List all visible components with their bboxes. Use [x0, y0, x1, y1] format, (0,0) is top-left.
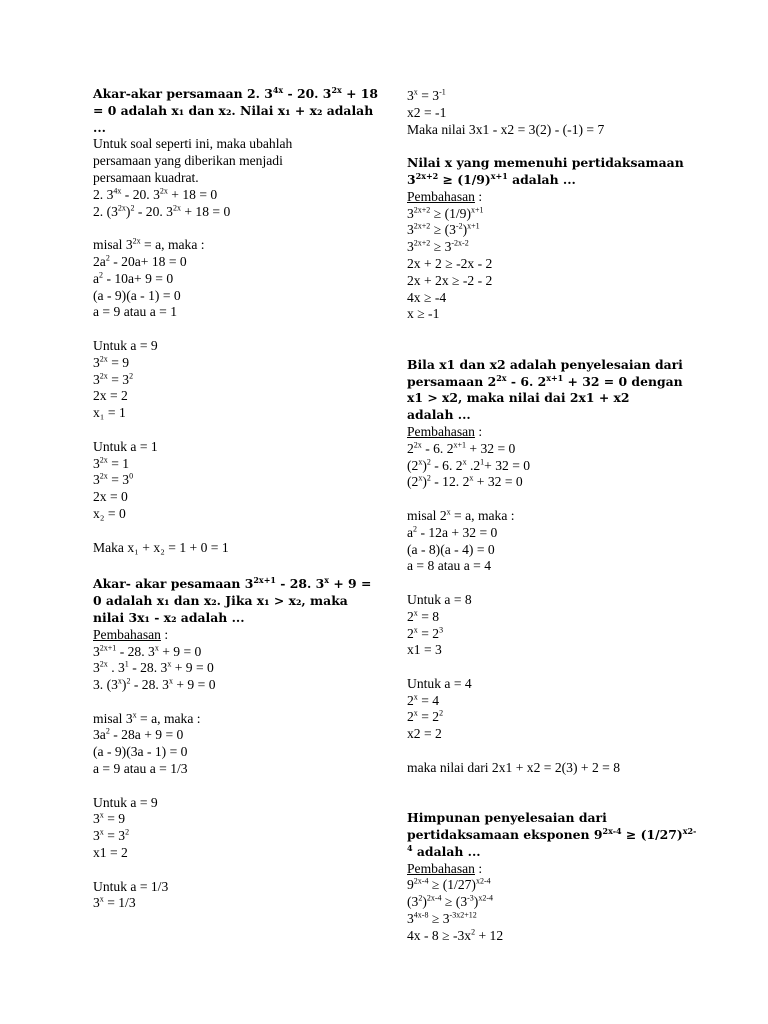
math-line: $2^x = 8$ [407, 608, 440, 624]
math-line: maka nilai dari 2x1 + x2 = 2(3) + 2 = 8 [407, 759, 621, 775]
math-line: (a - 8)(a - 4) = 0 [407, 541, 495, 557]
math-line: $3^x = 9$ [93, 810, 126, 827]
math-line: $3^{2x+2} \ge (3^{-2})^{x+1}$ [407, 221, 480, 238]
spacer [93, 556, 373, 576]
spacer [407, 659, 707, 676]
spacer [407, 138, 707, 155]
math-line: Maka x₁ + x₂ = 1 + 0 = 1 [93, 539, 229, 555]
problem-heading: Nilai x yang memenuhi pertidaksamaan [407, 155, 684, 171]
math-line: $a^2 - 12a + 32 = 0$ [407, 524, 498, 540]
math-line: Untuk a = 1 [93, 438, 158, 454]
math-line: 2. $(3^{2x})^2 - 20$. $3^{2x} + 18 = 0$ [93, 203, 231, 219]
math-line: Untuk a = 1/3 [93, 878, 169, 894]
spacer [93, 220, 373, 237]
math-line: Untuk a = 9 [93, 337, 158, 353]
math-line: $3^x = 3^2$ [93, 827, 130, 844]
problem-heading: Akar-akar persamaan 2. $3^{4x} - 20$. $3^{2x} + 18$ [93, 84, 379, 101]
problem-heading: 0 adalah x₁ dan x₂. Jika x₁ > x₂, maka [93, 593, 348, 609]
math-line: 2x + 2 ≥ -2x - 2 [407, 255, 493, 271]
math-line: misal $3^{2x} = a$, maka : [93, 236, 205, 253]
math-line: $3^{2x} = 3^0$ [93, 471, 134, 488]
spacer [407, 777, 707, 794]
math-line: 2x = 2 [93, 388, 128, 404]
math-line: $4x - 8 \ge -3x^2 + 12$ [407, 927, 504, 943]
math-line: $3^x = 3^{-1}$ [407, 87, 446, 103]
math-line: Untuk a = 8 [407, 591, 472, 607]
math-line: x1 = 3 [407, 642, 442, 658]
spacer [407, 491, 707, 508]
problem-heading: persamaan $2^{2x} - 6$. $2^{x+1} + 32 = 0$ dengan [407, 372, 683, 389]
spacer [407, 340, 707, 357]
problem-heading: Himpunan penyelesaian dari [407, 810, 607, 826]
problem-heading: pertidaksamaan eksponen $9^{2x-4} \ge (1/27)^{x2-}$ [407, 825, 697, 843]
math-line: $3^{2x}$ . $3^1 - 28$. $3^x + 9 = 0$ [93, 659, 214, 676]
spacer [407, 323, 707, 340]
math-line: $(3^2)^{2x-4} \ge (3^{-3})^{x2-4}$ [407, 893, 493, 910]
left-column [93, 84, 379, 912]
math-line: 2x + 2x ≥ -2 - 2 [407, 272, 493, 288]
pembahasan-label: Pembahasan : [93, 626, 169, 642]
spacer [407, 575, 707, 592]
math-line: $3^{2x+1} - 28$. $3^x + 9 = 0$ [93, 642, 202, 659]
math-line: Maka nilai 3x1 - x2 = 3(2) - (-1) = 7 [407, 121, 605, 137]
problem-heading: = 0 adalah x₁ dan x₂. Nilai x₁ + x₂ adalah [93, 102, 374, 118]
math-line: a = 9 atau a = 1 [93, 304, 178, 320]
math-line: a = 8 atau a = 4 [407, 558, 492, 574]
math-line: misal $3^x = a$, maka : [93, 710, 201, 726]
math-line: 4x ≥ -4 [407, 289, 447, 305]
problem-heading: $^4$ adalah ... [407, 842, 481, 859]
math-line: $9^{2x-4} \ge (1/27)^{x2-4}$ [407, 876, 491, 893]
math-line: $3^{2x+2} \ge 3^{-2x-2}$ [407, 238, 469, 255]
math-line: $2^{2x} - 6$. $2^{x+1} + 32 = 0$ [407, 440, 516, 456]
math-line: x ≥ -1 [407, 306, 440, 322]
math-line: $a^2 - 10a+ 9 = 0$ [93, 270, 174, 286]
math-line: x2 = -1 [407, 104, 447, 120]
math-line: $3^{2x} = 9$ [93, 354, 130, 370]
math-line: $(2^x)^2 - 12$. $2^x + 32 = 0$ [407, 473, 523, 490]
spacer [407, 743, 707, 760]
math-line: $3^{2x} = 1$ [93, 455, 130, 471]
math-line: $2a^2 - 20a+ 18 = 0$ [93, 253, 187, 269]
math-line: (a - 9)(a - 1) = 0 [93, 287, 181, 303]
math-line: x1 = 2 [93, 845, 128, 861]
math-line: a = 9 atau a = 1/3 [93, 761, 188, 777]
math-line: x₁ = 1 [93, 405, 126, 421]
right-column [407, 88, 707, 945]
problem-heading: x1 > x2, maka nilai dai 2x1 + x2 [407, 390, 630, 406]
math-line: misal $2^x = a$, maka : [407, 507, 515, 523]
math-line: $3a^2 - 28a + 9 = 0$ [93, 726, 184, 743]
pembahasan-label: Pembahasan : [407, 860, 483, 876]
problem-heading: nilai 3x₁ - x₂ adalah ... [93, 609, 245, 625]
math-line: $3^{2x+2} \ge (1/9)^{x+1}$ [407, 205, 484, 221]
math-line: $3^{4x-8} \ge 3^{-3x2+12}$ [407, 910, 477, 927]
math-line: $2^x = 4$ [407, 692, 440, 708]
math-line: $(2^x)^2 - 6$. 2$^x$ $.2^1+ 32 = 0$ [407, 457, 531, 473]
math-line: Untuk a = 4 [407, 675, 472, 691]
pembahasan-label: Pembahasan : [407, 188, 483, 204]
math-line: persamaan yang diberikan menjadi [93, 153, 283, 169]
spacer [93, 694, 373, 711]
math-line: 2. $3^{4x} - 20$. $3^{2x} + 18 = 0$ [93, 186, 218, 202]
math-line: (a - 9)(3a - 1) = 0 [93, 744, 188, 760]
spacer [93, 523, 373, 540]
math-line: 2x = 0 [93, 489, 128, 505]
problem-heading: adalah ... [407, 407, 471, 423]
math-line: $3^x = 1/3$ [93, 894, 136, 911]
pembahasan-label: Pembahasan : [407, 423, 483, 439]
problem-heading: $3^{2x+2} \ge (1/9)^{x+1}$ adalah ... [407, 170, 576, 187]
spacer [93, 422, 373, 439]
spacer [93, 862, 373, 879]
math-line: $3^{2x} = 3^2$ [93, 371, 134, 387]
math-line: x2 = 2 [407, 726, 442, 742]
problem-heading: Bila x1 dan x2 adalah penyelesaian dari [407, 356, 683, 372]
math-line: $2^x = 2^3$ [407, 624, 444, 641]
math-line: persamaan kuadrat. [93, 169, 199, 185]
problem-heading: ... [93, 119, 106, 135]
math-line: 3. $(3^x)^2 - 28$. $3^x + 9 = 0$ [93, 676, 216, 693]
math-line: $2^x = 2^2$ [407, 708, 444, 725]
math-line: x₂ = 0 [93, 505, 126, 521]
problem-heading: Akar- akar pesamaan $3^{2x+1} - 28$. $3^x + 9$ = [93, 575, 372, 592]
spacer [93, 778, 373, 795]
spacer [93, 321, 373, 338]
math-line: Untuk soal seperti ini, maka ubahlah [93, 136, 293, 152]
math-line: Untuk a = 9 [93, 794, 158, 810]
spacer [407, 793, 707, 810]
